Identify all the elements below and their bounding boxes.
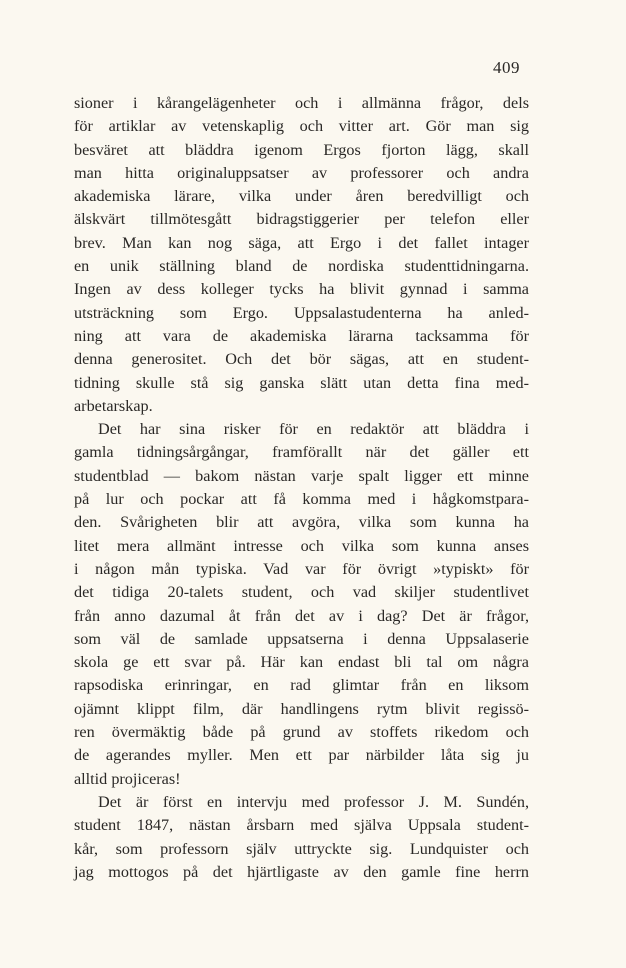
text-line: brev. Man kan nog säga, att Ergo i det fallet intager	[74, 233, 529, 252]
text-line: den. Svårigheten blir att avgöra, vilka som kunna ha	[74, 513, 529, 532]
body-text	[74, 92, 529, 884]
text-line: besväret att bläddra igenom Ergos fjorton lägg, skall	[74, 140, 529, 159]
text-line: ojämnt klippt film, där handlingens rytm blivit regissö-	[74, 699, 529, 718]
text-line: från anno dazumal åt från det av i dag? Det är frågor,	[74, 606, 529, 625]
text-line: sioner i kårangelägenheter och i allmänna frågor, dels	[74, 94, 529, 112]
text-line: älskvärt tillmötesgått bidragstiggerier per telefon eller	[74, 210, 529, 229]
text-line: utsträckning som Ergo. Uppsalastudenterna ha anled-	[74, 303, 529, 322]
page-number: 409	[493, 58, 520, 77]
text-line: Det har sina risker för en redaktör att bläddra i	[98, 420, 529, 439]
text-line: gamla tidningsårgångar, framförallt när det gäller ett	[74, 443, 529, 462]
text-line: kår, som professorn själv uttryckte sig. Lundquister och	[74, 839, 529, 858]
text-line: en unik ställning bland de nordiska studenttidningarna.	[74, 257, 529, 276]
text-line: man hitta originaluppsatser av professorer och andra	[74, 163, 529, 182]
text-line: i någon mån typiska. Vad var för övrigt »typiskt» för	[74, 559, 529, 578]
text-line: ren övermäktig både på grund av stoffets rikedom och	[74, 723, 529, 742]
text-line: arbetarskap.	[74, 396, 153, 415]
text-line: skola ge ett svar på. Här kan endast bli tal om några	[74, 653, 529, 672]
text-line: alltid projiceras!	[74, 769, 181, 788]
text-line: de agerandes myller. Men ett par närbilder låta sig ju	[74, 746, 529, 765]
text-line: jag mottogos på det hjärtligaste av den gamle fine herrn	[74, 862, 529, 881]
text-line: tidning skulle stå sig ganska slätt utan detta fina med-	[74, 373, 529, 392]
text-line: Det är först en intervju med professor J. M. Sundén,	[98, 792, 529, 811]
text-line: som väl de samlade uppsatserna i denna Uppsalaserie	[74, 629, 529, 648]
text-line: studentblad — bakom nästan varje spalt ligger ett minne	[74, 466, 529, 485]
text-line: litet mera allmänt intresse och vilka som kunna anses	[74, 536, 529, 555]
text-line: student 1847, nästan årsbarn med själva Uppsala student-	[74, 816, 529, 835]
text-line: ning att vara de akademiska lärarna tacksamma för	[74, 326, 529, 345]
text-line: rapsodiska erinringar, en rad glimtar från en liksom	[74, 676, 529, 695]
text-line: för artiklar av vetenskaplig och vitter art. Gör man sig	[74, 117, 529, 136]
text-line: på lur och pockar att få komma med i hågkomstpara-	[74, 490, 529, 509]
text-line: akademiska lärare, vilka under åren beredvilligt och	[74, 187, 529, 206]
text-line: Ingen av dess kolleger tycks ha blivit gynnad i samma	[74, 280, 529, 299]
text-line: det tidiga 20-talets student, och vad skiljer studentlivet	[74, 583, 529, 602]
text-line: denna generositet. Och det bör sägas, att en student-	[74, 350, 529, 369]
